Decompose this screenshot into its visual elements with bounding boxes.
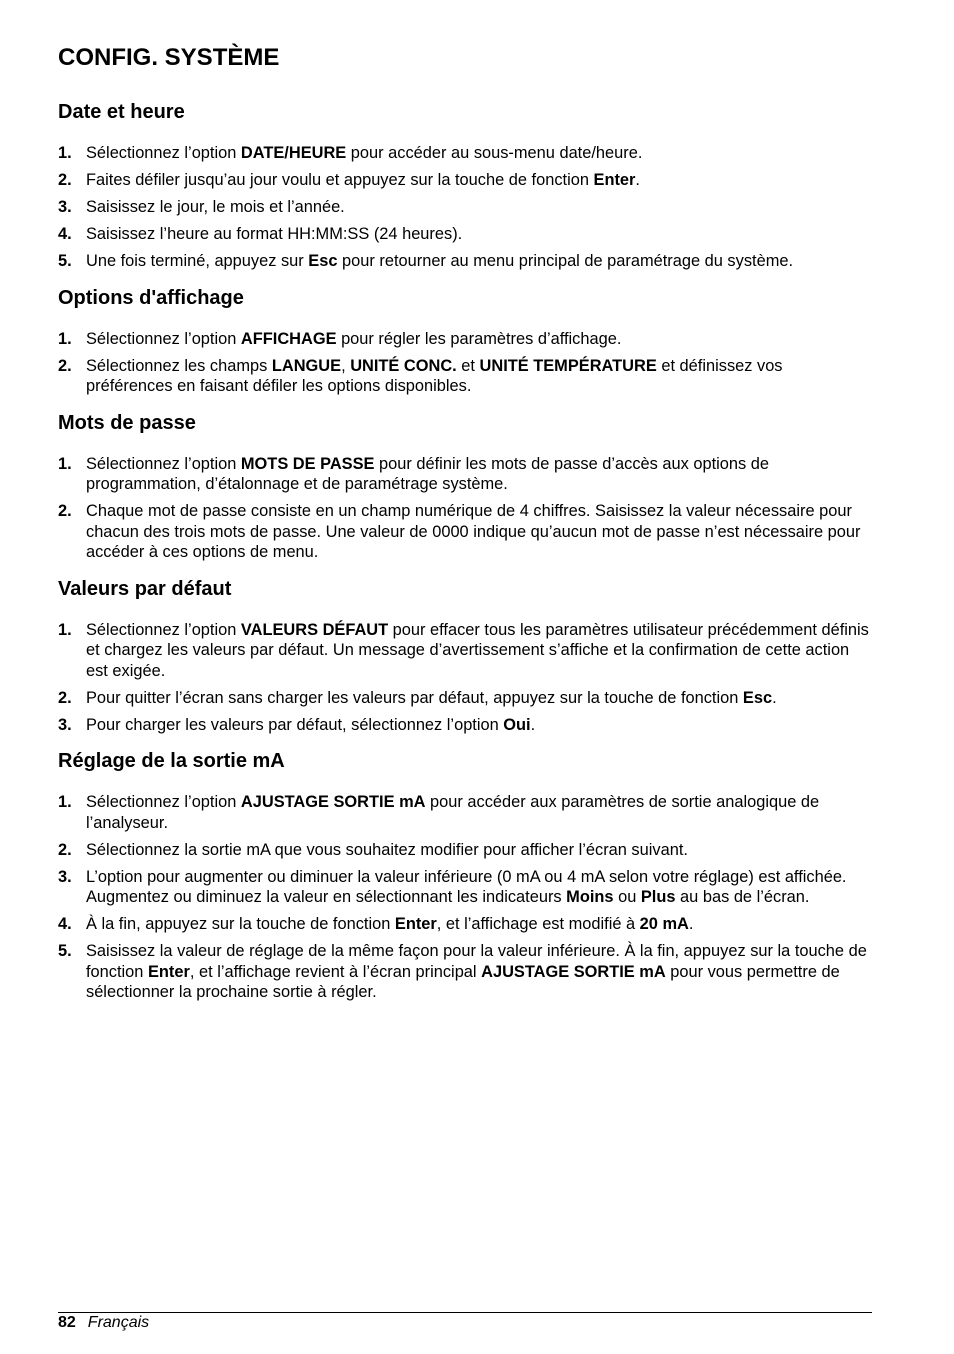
step-text [86,868,846,907]
section-heading: Options d'affichage [58,286,244,309]
step-item [58,501,872,563]
step-text [86,841,688,859]
step-item [58,688,872,709]
step-number: 4. [58,225,72,243]
step-text-segment: Faites défiler jusqu’au jour voulu et appuyez sur la touche de fonction [86,171,594,189]
step-keyword: AJUSTAGE SORTIE mA [240,793,426,811]
step-item [58,143,872,164]
step-text-segment: Sélectionnez l’option [86,329,241,348]
step-list [58,454,872,563]
step-text-segment: . [772,688,777,707]
step-text-segment: , et l’affichage revient à l’écran principal [189,962,482,981]
step-text-segment: Sélectionnez l’option [86,144,241,162]
footer-language: Français [87,1314,150,1331]
step-text-segment: et [456,356,480,375]
step-text [86,502,860,561]
step-text [86,716,535,734]
step-text [86,357,783,396]
step-number: 1. [58,329,72,348]
step-number: 2. [58,688,72,707]
step-number: 1. [58,793,72,811]
step-text-segment: À la fin, appuyez sur la touche de fonction [86,915,395,933]
step-item [58,914,872,935]
step-text-segment: pour vous permettre de sélectionner la prochaine sortie à régler. [86,962,840,1001]
section-heading: Date et heure [58,101,185,123]
step-text-segment: Sélectionnez l’option [86,793,241,811]
step-text-segment: au bas de l’écran. [675,888,810,906]
step-text-segment: Une fois terminé, appuyez sur [86,252,309,270]
step-number: 1. [58,454,72,473]
step-item [58,792,872,833]
step-text-segment: pour effacer tous les paramètres utilisateur précédemment définis et chargez les valeurs par défaut. Un message d’avertissement s’affiche et la confirmation de cette action est exigée. [86,620,869,680]
step-text [86,621,869,680]
step-keyword: VALEURS DÉFAUT [240,620,389,639]
step-text [86,455,769,494]
step-number: 2. [58,840,72,859]
step-number: 5. [58,252,72,270]
step-text-segment: Sélectionnez la sortie mA que vous souhaitez modifier pour afficher l’écran suivant. [86,840,688,859]
step-list [58,620,872,736]
step-text-segment: . [635,171,640,189]
step-item [58,224,872,245]
step-number: 4. [58,915,72,933]
sections-container [58,98,872,1003]
section [58,747,872,1003]
step-text-segment: Saisissez la valeur de réglage de la même façon pour la valeur inférieure. À la fin, appuyez sur la touche de fonction [86,942,867,981]
section-heading: Réglage de la sortie mA [58,750,285,772]
page-number: 82 [58,1314,76,1331]
step-text-segment: pour retourner au menu principal de paramétrage du système. [337,252,794,270]
step-keyword: AFFICHAGE [240,329,337,348]
step-text-segment: et définissez vos préférences en faisant défiler les options disponibles. [86,356,783,395]
step-item [58,197,872,218]
step-item [58,620,872,682]
step-text-segment: Sélectionnez l’option [86,454,241,473]
step-text-segment: . [688,915,694,933]
step-number: 2. [58,356,72,375]
step-keyword: Enter [394,915,437,933]
step-text-segment: Saisissez le jour, le mois et l’année. [86,198,345,216]
step-text-segment: Sélectionnez les champs [86,356,272,375]
step-text-segment: pour régler les paramètres d’affichage. [336,329,622,348]
step-keyword: 20 mA [639,915,689,933]
step-text [86,915,693,933]
step-item [58,715,872,736]
step-keyword: AJUSTAGE SORTIE mA [481,962,666,981]
step-item [58,867,872,908]
step-number: 3. [58,715,72,734]
section-heading: Mots de passe [58,411,196,434]
step-item [58,356,872,397]
section [58,575,872,736]
step-number: 3. [58,198,72,216]
step-item [58,329,872,350]
step-text [86,198,345,216]
step-text-segment: ou [613,888,641,906]
step-number: 3. [58,867,72,886]
step-text-segment: Sélectionnez l’option [86,620,241,639]
step-text [86,942,867,1001]
step-item [58,840,872,861]
step-keyword: Oui [503,715,531,734]
step-text-segment: Chaque mot de passe consiste en un champ numérique de 4 chiffres. Saisissez la valeur nécessaire pour chacun des trois mots de passe. Une valeur de 0000 indique qu’aucun mot de passe n’est nécessaire pour accéder à ces options de menu. [86,502,861,561]
step-list [58,792,872,1003]
step-keyword: Enter [147,962,190,981]
section [58,409,872,563]
step-text [86,252,793,270]
section-heading: Valeurs par défaut [58,577,232,600]
step-number: 2. [58,502,72,520]
step-item [58,941,872,1003]
step-number: 5. [58,942,72,960]
step-keyword: DATE/HEURE [240,144,347,162]
step-keyword: UNITÉ CONC. [350,356,457,375]
step-text-segment: Saisissez l’heure au format HH:MM:SS (24 heures). [86,225,463,243]
step-item [58,251,872,272]
step-number: 1. [58,620,72,639]
step-text-segment: . [530,715,536,734]
step-text-segment: pour accéder aux paramètres de sortie analogique de l’analyseur. [86,793,820,832]
step-keyword: Esc [308,252,338,270]
step-list [58,329,872,397]
step-list [58,143,872,272]
page-title: CONFIG. SYSTÈME [58,44,280,71]
step-text [86,144,642,162]
step-text-segment: , [341,356,351,375]
step-text [86,225,462,243]
step-keyword: UNITÉ TEMPÉRATURE [479,356,657,375]
section [58,284,872,397]
step-keyword: MOTS DE PASSE [240,454,375,473]
step-text-segment: pour définir les mots de passe d’accès aux options de programmation, d’étalonnage et de paramétrage système. [86,454,769,493]
step-text [86,171,640,189]
section [58,98,872,272]
step-text [86,689,777,707]
step-keyword: Enter [593,171,636,189]
step-keyword: LANGUE [271,356,342,375]
step-text [86,330,621,348]
step-number: 2. [58,171,72,189]
document-page [58,40,872,1015]
step-keyword: Plus [640,888,676,906]
page-footer [58,1312,872,1333]
step-text [86,793,819,832]
step-text-segment: pour accéder au sous-menu date/heure. [346,144,643,162]
step-keyword: Moins [566,888,614,906]
step-text-segment: Pour quitter l’écran sans charger les valeurs par défaut, appuyez sur la touche de fonction [86,688,743,707]
step-text-segment: , et l’affichage est modifié à [436,915,640,933]
step-keyword: Esc [742,688,773,707]
step-item [58,170,872,191]
step-item [58,454,872,495]
step-text-segment: L’option pour augmenter ou diminuer la valeur inférieure (0 mA ou 4 mA selon votre réglage) est affichée. Augmentez ou diminuez la valeur en sélectionnant les indicateurs [86,867,847,906]
step-text-segment: Pour charger les valeurs par défaut, sélectionnez l’option [86,715,504,734]
step-number: 1. [58,144,72,162]
